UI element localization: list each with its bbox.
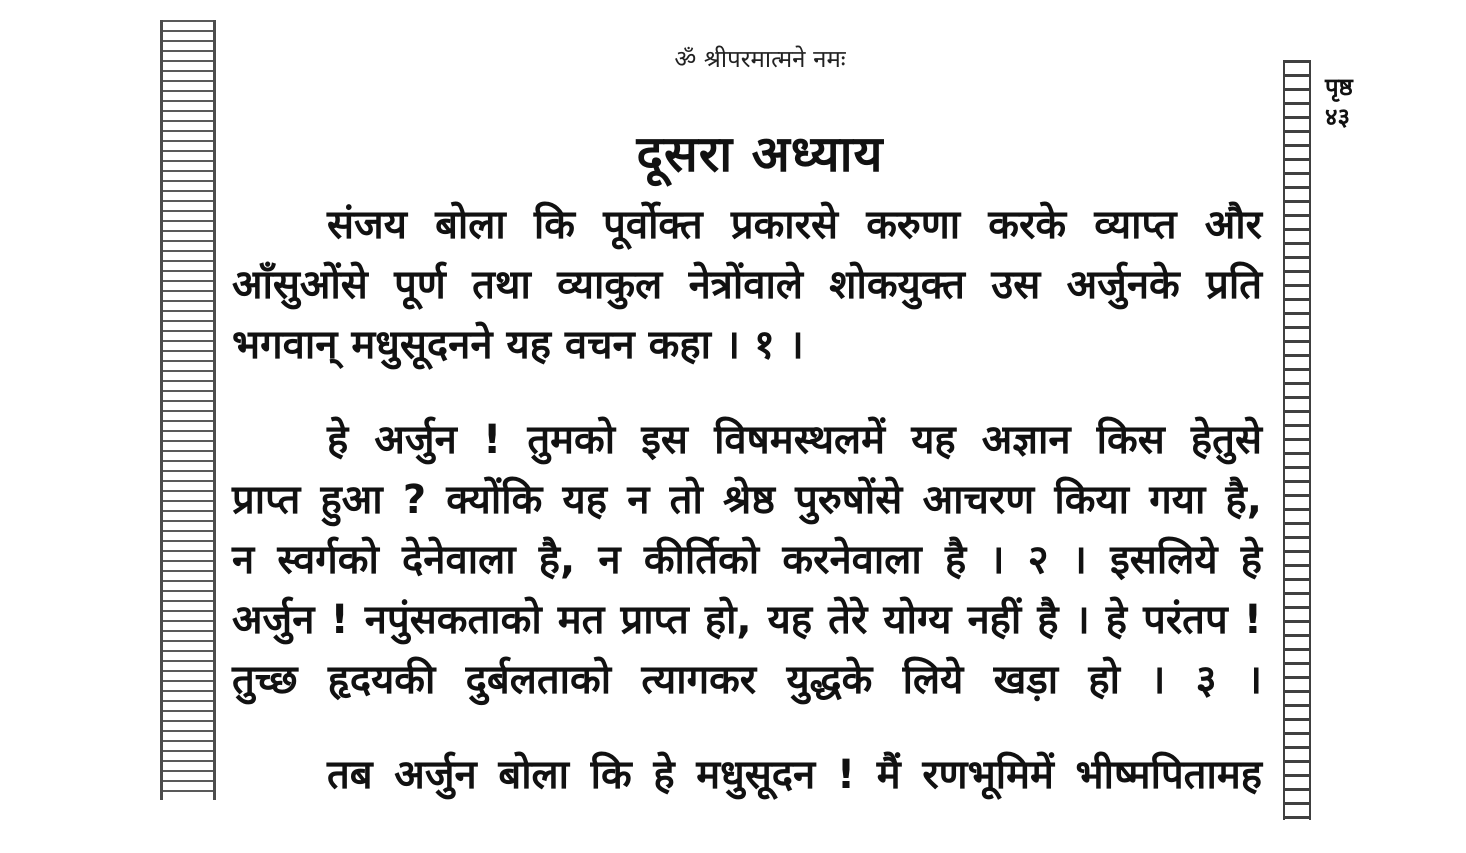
paragraph-2 bbox=[232, 410, 1262, 710]
text-line: न स्वर्गको देनेवाला है, न कीर्तिको करनेवाला है । २ । इसलिये हे bbox=[232, 537, 1262, 583]
text-line: प्राप्त हुआ ? क्योंकि यह न तो श्रेष्ठ पुरुषोंसे आचरण किया गया है, bbox=[232, 477, 1262, 523]
chapter-title: दूसरा अध्याय bbox=[636, 125, 884, 183]
text-line: तब अर्जुन बोला कि हे मधुसूदन ! मैं रणभूमिमें भीष्मपितामह bbox=[327, 752, 1262, 798]
page-number: ४३ bbox=[1325, 103, 1350, 131]
invocation-header: ॐ श्रीपरमात्मने नमः bbox=[674, 45, 846, 73]
text-line: हे अर्जुन ! तुमको इस विषमस्थलमें यह अज्ञान किस हेतुसे bbox=[327, 417, 1262, 463]
page-label-text: पृष्ठ bbox=[1325, 73, 1353, 101]
page-number-label bbox=[1325, 72, 1385, 132]
left-decorative-border bbox=[160, 20, 216, 800]
paragraph-3 bbox=[232, 745, 1262, 805]
text-line: संजय बोला कि पूर्वोक्त प्रकारसे करुणा करके व्याप्त और bbox=[327, 202, 1262, 248]
text-line: भगवान् मधुसूदनने यह वचन कहा । १ । bbox=[232, 322, 804, 368]
paragraph-1 bbox=[232, 195, 1262, 375]
text-line: आँसुओंसे पूर्ण तथा व्याकुल नेत्रोंवाले शोकयुक्त उस अर्जुनके प्रति bbox=[232, 262, 1262, 308]
right-decorative-border bbox=[1283, 60, 1311, 820]
text-line: तुच्छ हृदयकी दुर्बलताको त्यागकर युद्धके लिये खड़ा हो । ३ । bbox=[232, 657, 1262, 703]
text-line: अर्जुन ! नपुंसकताको मत प्राप्त हो, यह तेरे योग्य नहीं है । हे परंतप ! bbox=[232, 597, 1262, 643]
